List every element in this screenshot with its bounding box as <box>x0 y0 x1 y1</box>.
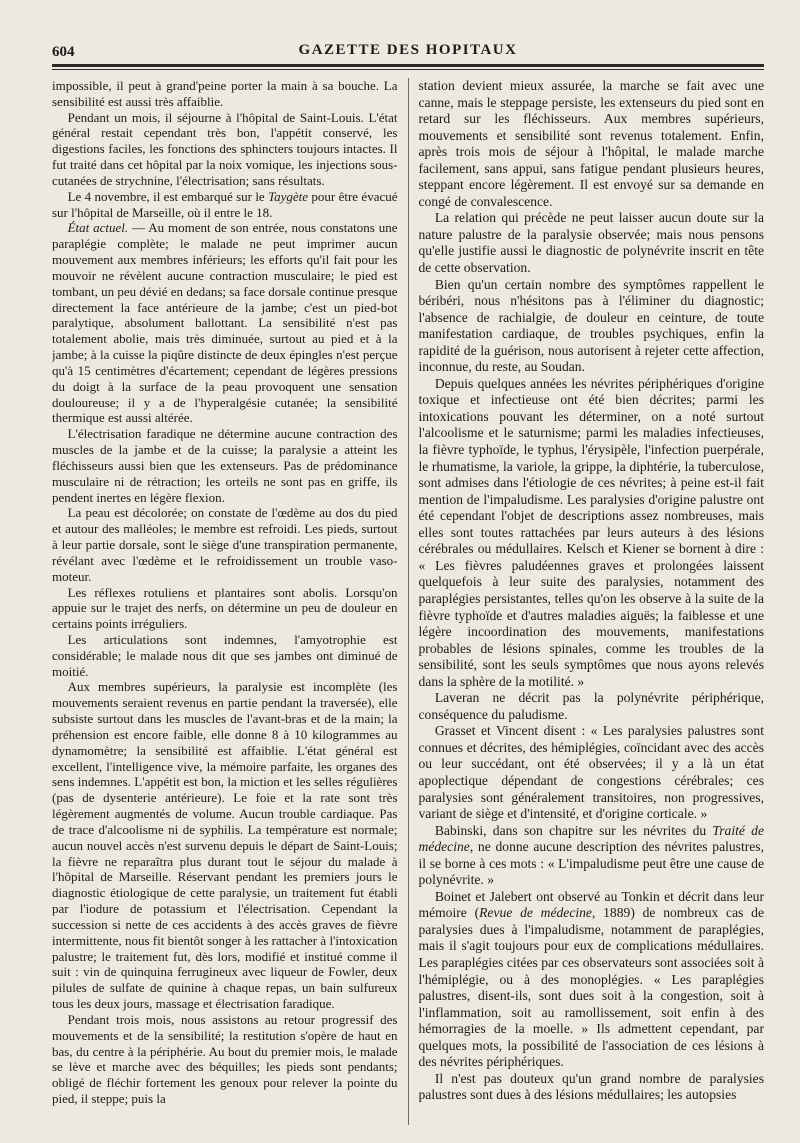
journal-title: GAZETTE DES HOPITAUX <box>298 42 518 58</box>
paragraph: Il n'est pas douteux qu'un grand nombre de paralysies palustres sont dues à des lésions médullaires; les autopsies <box>418 1070 764 1103</box>
paragraph: Les articulations sont indemnes, l'amyotrophie est considérable; le malade nous dit que ses jambes ont diminué de moitié. <box>52 631 398 679</box>
header-rule-thin <box>52 69 764 70</box>
paragraph: Depuis quelques années les névrites périphériques d'origine toxique et infectieuse ont été bien décrites; parmi les intoxications pouvant les déterminer, on a noté surtout l'alcoolisme et le saturnisme; parmi les maladies infectieuses, la fièvre typhoïde, le typhus, l'érysipèle, l'infection puerpérale, le rhumatisme, la variole, la grippe, la diphtérie, la tuberculose, sont admises dans l'étiologie de ces névrites; à peine est-il fait mention de l'impaludisme. Les paralysies d'origine palustre ont été cependant l'objet de descriptions assez nombreuses, mais elles sont toutes rattachées par leurs auteurs à des lésions cérébrales ou médullaires. Kelsch et Kiener se bornent à dire : « Les fièvres paludéennes graves et prolongées laissent quelquefois à leur suite des paralysies, notamment des paraplégies persistantes, telles qu'on les observe à la suite de la fièvre typhoïde et d'autres maladies aiguës; la faiblesse et une légère incoordination des mouvements, manifestations probables de lésions spinales, comme les troubles de la sensibilité, sont les seuls symptômes que nous ayons relevés dans la sphère de la motilité. » <box>418 375 764 689</box>
section-label: État actuel. <box>67 220 129 236</box>
paragraph-text: Boinet et Jalebert ont observé au Tonkin et décrit dans leur mémoire ( <box>418 888 764 921</box>
paragraph-text: , ne donne aucune description des névrites palustres, il se borne à ces mots : « L'impaludisme peut être une cause de polynévrite. » <box>418 839 764 888</box>
journal-reference: Revue de médecine <box>479 905 592 921</box>
paragraph: La relation qui précède ne peut laisser aucun doute sur la nature palustre de la paralysie observée; mais nous pensons qu'elle justifie aussi le diagnostic de polynévrite inscrit en tête de cette observation. <box>418 210 764 276</box>
paragraph: Laveran ne décrit pas la polynévrite périphérique, conséquence du paludisme. <box>418 690 764 722</box>
paragraph: Grasset et Vincent disent : « Les paralysies palustres sont connues et décrites, des hémiplégies, coïncidant avec des accès ou leur succédant, ont été observées; il y a là un état apoplectique dépendant de congestions cérébrales; ces paralysies sont généralement transitoires, non progressives, variant de siège et d'intensité, et d'origine corticale. » <box>418 723 764 822</box>
paragraph-text: Le 4 novembre, il est embarqué sur le <box>67 188 265 204</box>
ship-name: Taygète <box>268 188 309 204</box>
paragraph: Pendant un mois, il séjourne à l'hôpital de Saint-Louis. L'état général restait cependant très bon, l'appétit conservé, les digestions faciles, les fonctions des sphincters toujours intactes. Il fut traité dans cet hôpital par la noix vomique, les injections sous-cutanées de strychnine, l'électrisation; sans résultats. <box>52 109 398 188</box>
paragraph: impossible, il peut à grand'peine porter la main à sa bouche. La sensibilité est aussi très affaiblie. <box>52 78 398 109</box>
paragraph: L'électrisation faradique ne détermine aucune contraction des muscles de la jambe et de la cuisse; la paralysie a atteint les fléchisseurs aussi bien que les extenseurs. Pas de prédominance musculaire ni de rétraction; les orteils ne sont pas en griffe, ils pendent inertes en légère flexion. <box>52 426 398 505</box>
paragraph <box>52 189 398 221</box>
paragraph: Aux membres supérieurs, la paralysie est incomplète (les mouvements seraient revenus en partie pendant la traversée), elle subsiste surtout dans les muscles de l'avant-bras et de la main; la préhension est encore faible, elle donne 8 à 10 kilogrammes au dynamomètre; la sensibilité est affaiblie. L'état général est excellent, l'intelligence vive, la mémoire parfaite, les organes des sens indemnes. L'appétit est bon, la miction et les selles régulières (pas de dysenterie antérieure). Le foie et la rate sont très légèrement augmentés de volume. Aucun trouble cardiaque. Pas de trace d'alcoolisme ni de syphilis. La température est normale; aucun nouvel accès n'est survenu depuis le départ de Saint-Louis; la fièvre ne reparaîtra plus durant tout le séjour du malade à l'hôpital de Marseille. Réservant pendant les premiers jours le diagnostic étiologique de cette paralysie, un traitement fut établi par l'iodure de potassium et l'électrisation. Cependant la succession si nette de ces accidents à des accès graves de fièvre intermittente, nous fit bientôt songer à les rattacher à l'intoxication palustre; le traitement fut, dès lors, modifié et institué comme il suit : vin de quinquina ferrugineux avec liqueur de Fowler, deux pilules de sulfate de quinine à chaque repas, un bain sulfureux tous les deux jours, massage et électrisation faradique. <box>52 679 398 1012</box>
paragraph-text: — Au moment de son entrée, nous constatons une paraplégie complète; le malade ne peut imprimer aucun mouvement aux membres inférieurs; les efforts qu'il fait pour les mouvoir ne révèlent aucune contraction musculaire; le pied est tombant, un peu dévié en dedans; sa face dorsale continue presque directement la face antérieure de la jambe; c'est un pied-bot paralytique, absolument ballottant. La sensibilité n'est pas totalement abolie, mais très diminuée, surtout au pied et à la jambe; à la cuisse la piqûre distincte de deux épingles n'est perçue qu'à 15 centimètres d'écartement; cependant de légères pressions du doigt à la surface de la peau provoquent une sensation douloureuse; il y a de l'hyperalgésie cutanée; la sensibilité thermique est aussi altérée. <box>52 220 398 426</box>
paragraph: station devient mieux assurée, la marche se fait avec une canne, mais le steppage persiste, les extenseurs du pied sont en retard sur les fléchisseurs. Aux membres supérieurs, mouvements et sensibilité sont revenus totalement. Enfin, après trois mois de séjour à l'hôpital, le malade marche facilement, sans appui, sans fatigue pendant plusieurs heures, steppant encore légèrement. Il est envoyé sur sa demande en congé de convalescence. <box>418 78 764 209</box>
paragraph: Bien qu'un certain nombre des symptômes rappellent le béribéri, nous n'hésitons pas à l'éliminer du diagnostic; l'absence de rachialgie, de douleur en ceinture, de toute manifestation cardiaque, de troubles psychiques, enfin la rapidité de la guérison, nous autorisent à rejeter cette affection, inconnue, du reste, au Soudan. <box>418 276 764 375</box>
paragraph: Pendant trois mois, nous assistons au retour progressif des mouvements et de la sensibilité; la restitution s'opère de haut en bas, du centre à la périphérie. Au bout du premier mois, le malade se lève et marche avec des béquilles; les pieds sont pendants; obligé de fléchir fortement les genoux pour relever la pointe du pied, il steppe; puis la <box>52 1011 398 1106</box>
paragraph <box>419 889 765 1071</box>
paragraph <box>419 823 765 889</box>
right-column <box>419 78 765 1125</box>
page-header <box>52 40 764 62</box>
left-column <box>52 78 398 1125</box>
paragraph-text: , 1889) de nombreux cas de paralysies dues à l'impaludisme, notamment de paraplégies, mais il s'agit toujours pour eux de complications médullaires. Les paraplégies citées par ces observateurs sont associées soit à l'hémiplégie, ou à des monoplégies. « Les paraplégies palustres, disent-ils, sont dues soit à la congestion, soit à l'inflammation, soit au ramollissement, soit enfin à des hémorragies de la moelle. » Ils admettent cependant, par quelques mots, la possibilité de l'association de ces lésions à des névrites périphériques. <box>418 905 764 1070</box>
paragraph-text: Babinski, dans son chapitre sur les névrites du <box>434 822 707 838</box>
paragraph <box>52 220 398 426</box>
paragraph-text: pour être évacué sur l'hôpital de Marseille, où il entre le 18. <box>52 188 398 220</box>
paragraph: Les réflexes rotuliens et plantaires sont abolis. Lorsqu'on appuie sur le trajet des nerfs, on détermine un peu de douleur en certains points irréguliers. <box>52 584 398 632</box>
page-number: 604 <box>52 44 75 60</box>
book-title: Traité de médecine <box>418 822 764 855</box>
column-divider <box>408 78 409 1125</box>
text-columns <box>52 78 764 1125</box>
header-rule-thick <box>52 64 764 67</box>
paragraph: La peau est décolorée; on constate de l'œdème au dos du pied et autour des malléoles; le membre est refroidi. Les pieds, surtout à leur partie dorsale, sont le siège d'une transpiration permanente, révélant avec l'œdème et le refroidissement un trouble vaso-moteur. <box>52 505 398 584</box>
